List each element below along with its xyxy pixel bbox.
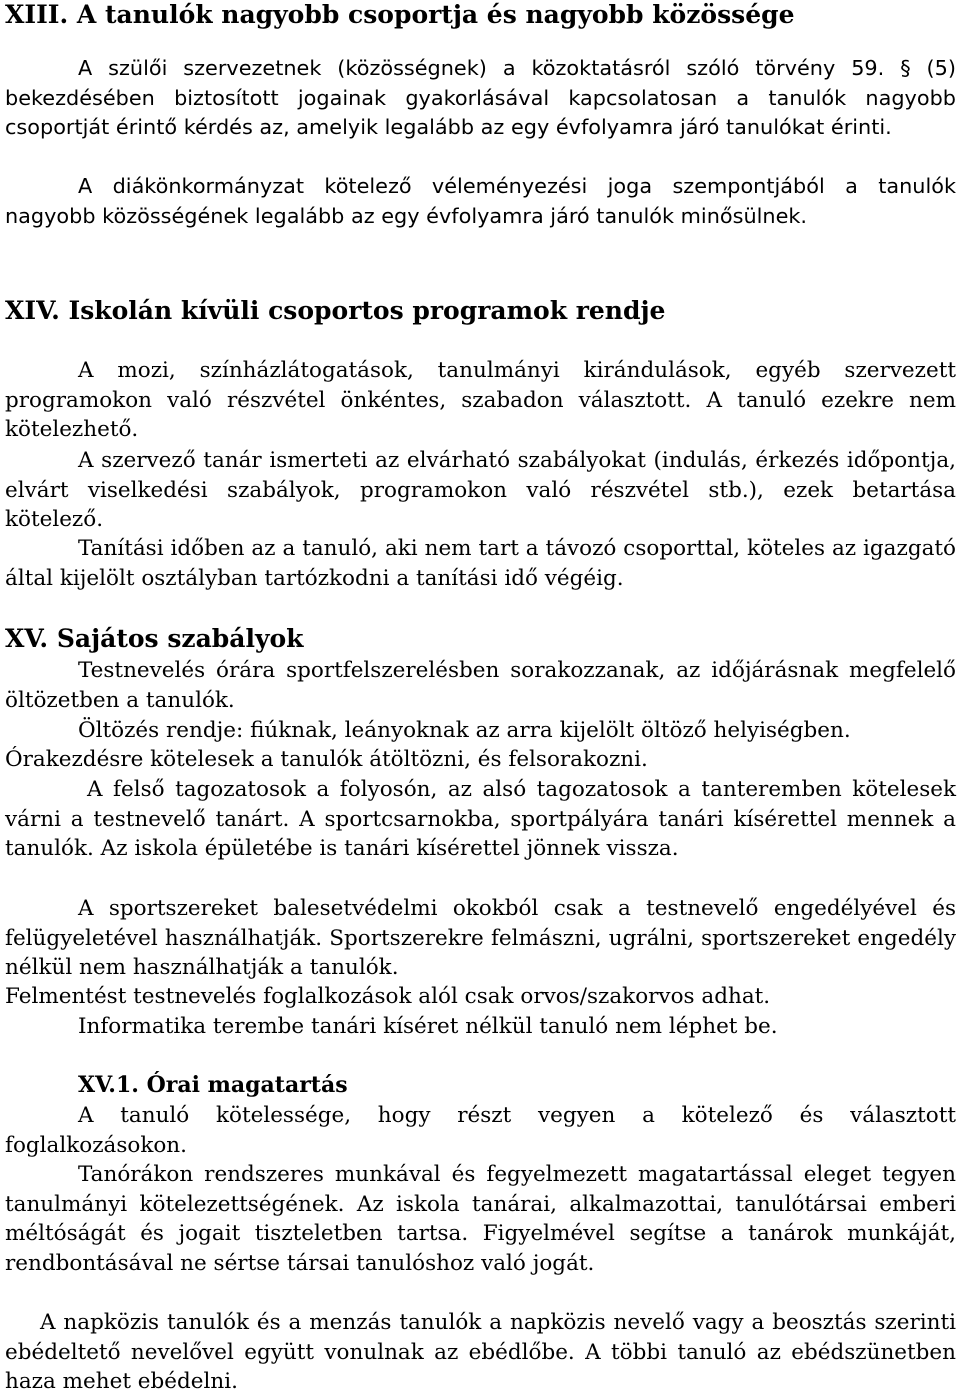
section-xiv-paragraph-3: Tanítási időben az a tanuló, aki nem tart a távozó csoporttal, köteles az igazgató által kijelölt osztályban tartózkodni a tanítási idő végéig. [5,536,956,591]
section-xv-paragraph-6: Felmentést testnevelés foglalkozások alól csak orvos/szakorvos adhat. [5,984,771,1009]
section-xiii-paragraph-1: A szülői szervezetnek (közösségnek) a közoktatásról szóló törvény 59. § (5) bekezdésében biztosított jogainak gyakorlásával kapcsolatosan a tanulók nagyobb csoportját érintő kérdés az, amelyik legalább az egy évfolyamra járó tanulókat érinti. [5,56,956,140]
section-xv-paragraph-1: Testnevelés órára sportfelszerelésben sorakozzanak, az időjárásnak megfelelő öltözetben a tanulók. [5,658,956,713]
section-xv-heading: XV. Sajátos szabályok [5,624,304,653]
section-xv-paragraph-4: A felső tagozatosok a folyosón, az alsó tagozatosok a tanteremben kötelesek várni a testnevelő tanárt. A sportcsarnokba, sportpályára tanári kísérettel mennek a tanulók. Az iskola épületébe is tanári kísérettel jönnek vissza. [5,777,956,862]
section-xv1-paragraph-1: A tanuló kötelessége, hogy részt vegyen a kötelező és választott foglalkozásokon. [5,1103,956,1158]
section-xv-paragraph-3: Órakezdésre kötelesek a tanulók átöltözni, és felsorakozni. [5,747,648,772]
section-xv-paragraph-2: Öltözés rendje: fiúknak, leányoknak az arra kijelölt öltöző helyiségben. [78,718,851,743]
section-xiv-heading: XIV. Iskolán kívüli csoportos programok rendje [5,296,666,325]
section-xiv-paragraph-2: A szervező tanár ismerteti az elvárható szabályokat (indulás, érkezés időpontja, elvárt viselkedési szabályok, programokon való részvétel stb.), ezek betartása kötelező. [5,448,956,533]
section-xiv-paragraph-1: A mozi, színházlátogatások, tanulmányi kirándulások, egyéb szervezett programokon való részvétel önkéntes, szabadon választott. A tanuló ezekre nem kötelezhető. [5,358,956,443]
section-xv1-heading: XV.1. Órai magatartás [78,1072,348,1098]
section-xv-paragraph-5: A sportszereket balesetvédelmi okokból csak a testnevelő engedélyével és felügyeletével használhatják. Sportszerekre felmászni, ugrálni, sportszereket engedély nélkül nem használhatják a tanulók. [5,896,956,981]
section-xiii-paragraph-2: A diákönkormányzat kötelező véleményezési joga szempontjából a tanulók nagyobb közösségének legalább az egy évfolyamra járó tanulók minősülnek. [5,174,956,228]
section-xiii-heading: XIII. A tanulók nagyobb csoportja és nagyobb közössége [5,0,795,29]
section-xv1-paragraph-3: A napközis tanulók és a menzás tanulók a napközis nevelő vagy a beosztás szerinti ebédeltető nevelővel együtt vonulnak az ebédlőbe. A többi tanuló az ebédszünetben haza mehet ebédelni. [5,1310,956,1395]
section-xv-paragraph-7: Informatika terembe tanári kíséret nélkül tanuló nem léphet be. [78,1014,778,1039]
section-xv1-paragraph-2: Tanórákon rendszeres munkával és fegyelmezett magatartással eleget tegyen tanulmányi kötelezettségének. Az iskola tanárai, alkalmazottai, tanulótársai emberi méltóságát és jogait tiszteletben tartsa. Figyelmével segítse a tanárok munkáját, rendbontásával ne sértse társai tanulóshoz való jogát. [5,1162,956,1276]
